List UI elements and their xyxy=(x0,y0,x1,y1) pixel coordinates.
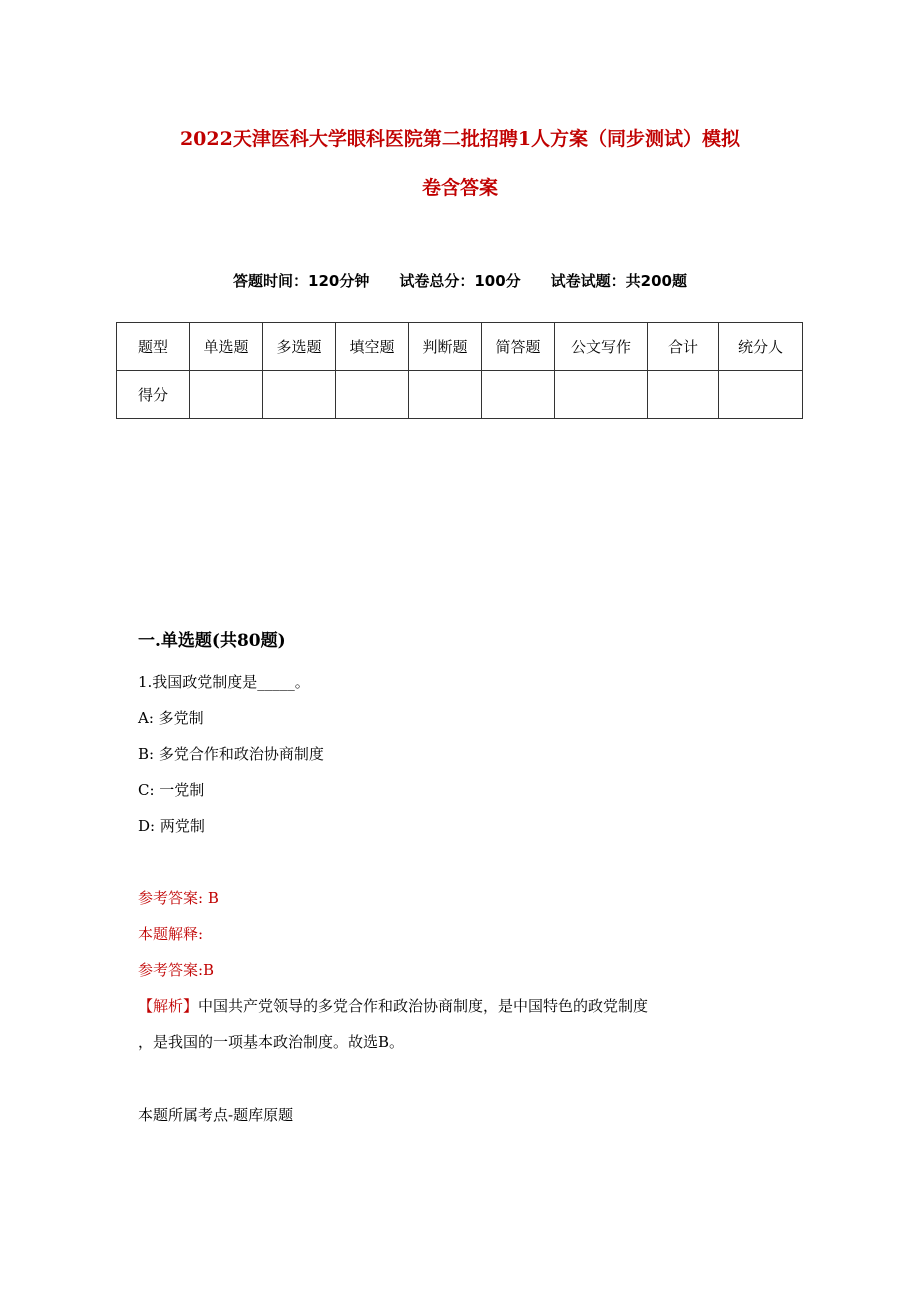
exam-total-questions: 试卷试题：共200题 xyxy=(550,272,687,290)
score-cell xyxy=(263,371,336,419)
score-table-header: 单选题 xyxy=(190,323,263,371)
exam-info xyxy=(0,270,920,291)
score-table-header: 题型 xyxy=(117,323,190,371)
section-title: 一.单选题(共80题) xyxy=(138,631,286,651)
score-cell xyxy=(555,371,648,419)
score-cell xyxy=(409,371,482,419)
reference-answer-2: 参考答案:B xyxy=(138,961,215,979)
score-table xyxy=(116,322,803,419)
score-cell xyxy=(336,371,409,419)
score-table-header: 公文写作 xyxy=(555,323,648,371)
document-title-line1: 2022天津医科大学眼科医院第二批招聘1人方案（同步测试）模拟 xyxy=(179,128,741,150)
document-title-line2: 卷含答案 xyxy=(421,177,498,199)
score-table-header-row xyxy=(117,323,803,371)
score-table-header: 简答题 xyxy=(482,323,555,371)
question-stem: 1.我国政党制度是_____。 xyxy=(138,673,310,691)
option-d: D: 两党制 xyxy=(138,817,205,835)
score-table-header: 合计 xyxy=(648,323,719,371)
score-table-header: 填空题 xyxy=(336,323,409,371)
score-table-header: 判断题 xyxy=(409,323,482,371)
analysis-line1 xyxy=(138,995,648,1016)
analysis-line2: ，是我国的一项基本政治制度。故选B。 xyxy=(138,1033,405,1051)
score-cell xyxy=(719,371,803,419)
option-b: B: 多党合作和政治协商制度 xyxy=(138,745,324,763)
exam-total-score: 试卷总分：100分 xyxy=(399,272,521,290)
score-table-header: 统分人 xyxy=(719,323,803,371)
score-row-label: 得分 xyxy=(117,371,190,419)
exam-time: 答题时间：120分钟 xyxy=(233,272,370,290)
option-a: A: 多党制 xyxy=(138,709,204,727)
score-table-header: 多选题 xyxy=(263,323,336,371)
score-cell xyxy=(648,371,719,419)
score-cell xyxy=(482,371,555,419)
score-table-score-row xyxy=(117,371,803,419)
explanation-label: 本题解释: xyxy=(138,925,204,943)
score-cell xyxy=(190,371,263,419)
analysis-text-1: 【解析】中国共产党领导的多党合作和政治协商制度，是中国特色的政党制度 xyxy=(138,997,649,1015)
reference-answer: 参考答案: B xyxy=(138,889,219,907)
option-c: C: 一党制 xyxy=(138,781,205,799)
topic-label: 本题所属考点-题库原题 xyxy=(138,1106,294,1124)
